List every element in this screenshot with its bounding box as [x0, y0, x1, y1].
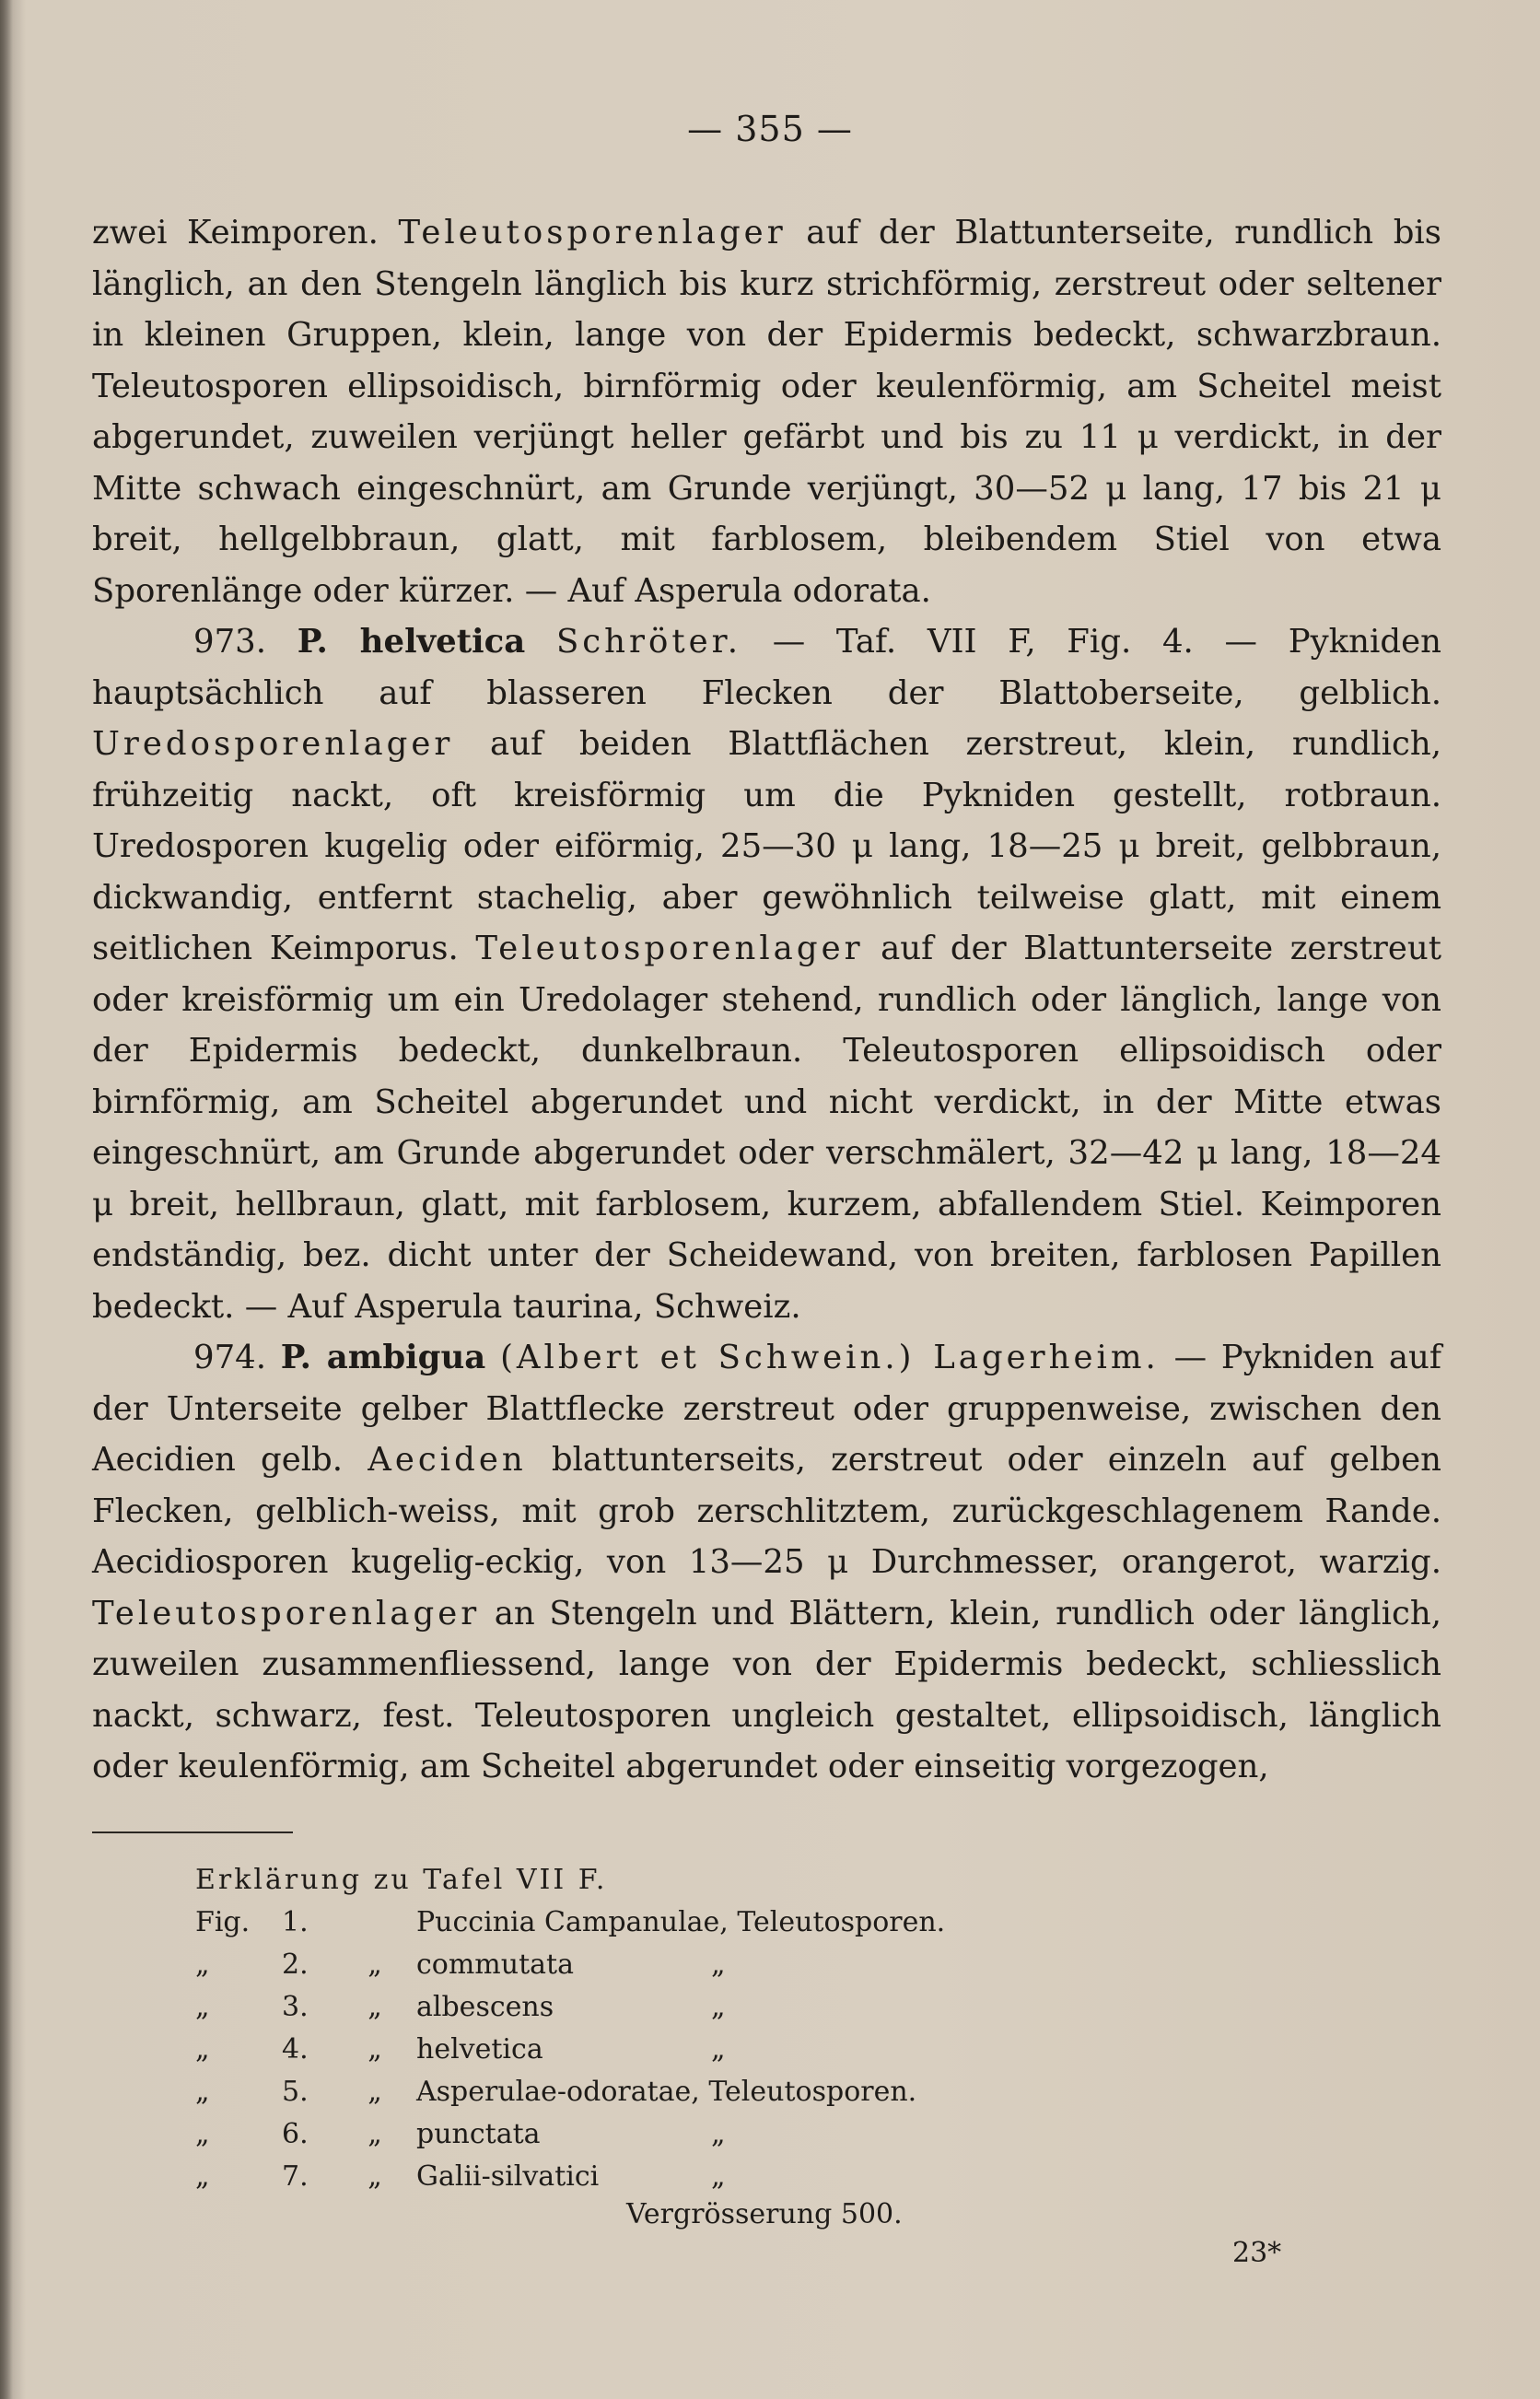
figure-row: [195, 2029, 794, 2071]
genus-ditto-mark: „: [368, 2076, 382, 2108]
figure-number: 6.: [282, 2118, 309, 2150]
magnification-note: Vergrösserung 500.: [626, 2198, 903, 2230]
figure-number: 3.: [282, 1991, 309, 2023]
figure-label: „: [195, 2076, 210, 2108]
genus-ditto-mark: „: [368, 2160, 382, 2193]
genus-ditto-mark: „: [368, 2118, 382, 2150]
text-run: Teleutosporenlager: [475, 930, 864, 967]
text-run: 974.: [193, 1339, 281, 1376]
figure-row: [195, 2113, 794, 2156]
plate-caption: [195, 1859, 946, 2198]
figure-label: Fig.: [195, 1906, 251, 1938]
footnote-rule: [92, 1831, 293, 1833]
description-ditto-mark: „: [711, 1991, 726, 2023]
figure-number: 7.: [282, 2160, 309, 2193]
text-run: zwei Keimporen.: [92, 214, 399, 252]
description-ditto-mark: „: [711, 1948, 726, 1981]
genus-ditto-mark: „: [368, 1948, 382, 1981]
figure-row: [195, 2156, 794, 2198]
figure-number: 2.: [282, 1948, 309, 1981]
figure-label: „: [195, 1991, 210, 2023]
figure-label: „: [195, 2033, 210, 2065]
text-run: — Taf. VII F, Fig. 4. — Pykniden hauptsächlich auf blasseren Flecken der Blattoberseite, gelblich.: [92, 623, 1441, 712]
binding-shadow: [0, 0, 13, 2399]
species-name: punctata: [416, 2118, 541, 2150]
text-run: Aeciden: [368, 1441, 527, 1479]
description-ditto-mark: „: [711, 2118, 726, 2150]
figure-number: 1.: [282, 1906, 309, 1938]
text-run: Schröter.: [555, 623, 742, 661]
figure-row: [195, 1902, 946, 1944]
text-run: an Stengeln und Blättern, klein, rundlich oder länglich, zuweilen zusammenfliessend, lange von der Epidermis bedeckt, schliesslich nackt, schwarz, fest. Teleutosporen ungleich gestaltet, ellipsoidisch, länglich oder keulenförmig, am Scheitel abgerundet oder einseitig vorgezogen,: [92, 1594, 1441, 1785]
text-run: P. ambigua: [280, 1339, 486, 1376]
species-name: Asperulae-odoratae, Teleutosporen.: [416, 2076, 917, 2108]
text-run: Teleutosporenlager: [398, 214, 787, 252]
species-name: Galii-silvatici: [416, 2160, 600, 2193]
paragraph-intro: [92, 207, 1441, 616]
text-run: (Albert et Schwein.) Lagerheim.: [500, 1339, 1160, 1376]
entry-974: [92, 1332, 1441, 1793]
species-name: commutata: [416, 1948, 574, 1981]
text-run: P. helvetica: [297, 623, 526, 661]
description-ditto-mark: [711, 1902, 794, 1944]
caption-heading: Erklärung zu Tafel VII F.: [195, 1864, 608, 1896]
figure-row: [195, 1986, 794, 2029]
page-number: — 355 —: [687, 109, 853, 149]
figure-number: 5.: [282, 2076, 309, 2108]
text-run: Teleutosporenlager: [92, 1594, 481, 1632]
text-run: 973.: [193, 623, 298, 661]
text-run: Uredosporenlager: [92, 725, 454, 763]
genus-ditto-mark: „: [368, 2033, 382, 2065]
species-name: helvetica: [416, 2033, 543, 2065]
figure-row: [195, 2071, 917, 2113]
text-run: auf der Blattunterseite, rundlich bis länglich, an den Stengeln länglich bis kurz strichförmig, zerstreut oder seltener in kleinen Gruppen, klein, lange von der Epidermis bedeckt, schwarzbraun. Teleutosporen ellipsoidisch, birnförmig oder keulenförmig, am Scheitel meist abgerundet, zuweilen verjüngt heller gefärbt und bis zu 11 μ verdickt, in der Mitte schwach eingeschnürt, am Grunde verjüngt, 30—52 μ lang, 17 bis 21 μ breit, hellgelbbraun, glatt, mit farblosem, bleibendem Stiel von etwa Sporenlänge oder kürzer. — Auf Asperula odorata.: [92, 214, 1441, 610]
signature-mark: 23*: [1232, 2237, 1282, 2269]
species-name: albescens: [416, 1991, 554, 2023]
text-run: [485, 1339, 500, 1376]
description-ditto-mark: [711, 2071, 794, 2113]
figure-label: „: [195, 1948, 210, 1981]
figure-label: „: [195, 2160, 210, 2193]
text-run: — Pykniden auf der Unterseite gelber Blattflecke zerstreut oder gruppenweise, zwischen den Aecidien gelb.: [92, 1339, 1442, 1479]
entry-973: [92, 616, 1441, 1332]
description-ditto-mark: „: [711, 2033, 726, 2065]
figure-label: „: [195, 2118, 210, 2150]
body-text: [92, 207, 1441, 1793]
figure-row: [195, 1944, 794, 1986]
genus-ditto-mark: „: [368, 1991, 382, 2023]
text-run: auf der Blattunterseite zerstreut oder kreisförmig um ein Uredolager stehend, rundlich oder länglich, lange von der Epidermis bedeckt, dunkelbraun. Teleutosporen ellipsoidisch oder birnförmig, am Scheitel abgerundet und nicht verdickt, in der Mitte etwas eingeschnürt, am Grunde abgerundet oder verschmälert, 32—42 μ lang, 18—24 μ breit, hellbraun, glatt, mit farblosem, kurzem, abfallendem Stiel. Keimporen endständig, bez. dicht unter der Scheidewand, von breiten, farblosen Papillen bedeckt. — Auf Asperula taurina, Schweiz.: [92, 930, 1441, 1326]
text-run: blattunterseits, zerstreut oder einzeln auf gelben Flecken, gelblich-weiss, mit grob zerschlitztem, zurückgeschlagenem Rande. Aecidiosporen kugelig-eckig, von 13—25 μ Durchmesser, orangerot, warzig.: [92, 1441, 1441, 1581]
description-ditto-mark: „: [711, 2160, 726, 2193]
genus-ditto-mark: [333, 1902, 416, 1944]
figure-list: [195, 1902, 946, 2198]
text-run: auf beiden Blattflächen zerstreut, klein, rundlich, frühzeitig nackt, oft kreisförmig um die Pykniden gestellt, rotbraun. Uredosporen kugelig oder eiförmig, 25—30 μ lang, 18—25 μ breit, gelbbraun, dickwandig, entfernt stachelig, aber gewöhnlich teilweise glatt, mit einem seitlichen Keimporus.: [92, 725, 1441, 967]
figure-number: 4.: [282, 2033, 309, 2065]
text-run: [525, 623, 556, 661]
species-name: Puccinia Campanulae, Teleutosporen.: [416, 1906, 946, 1938]
